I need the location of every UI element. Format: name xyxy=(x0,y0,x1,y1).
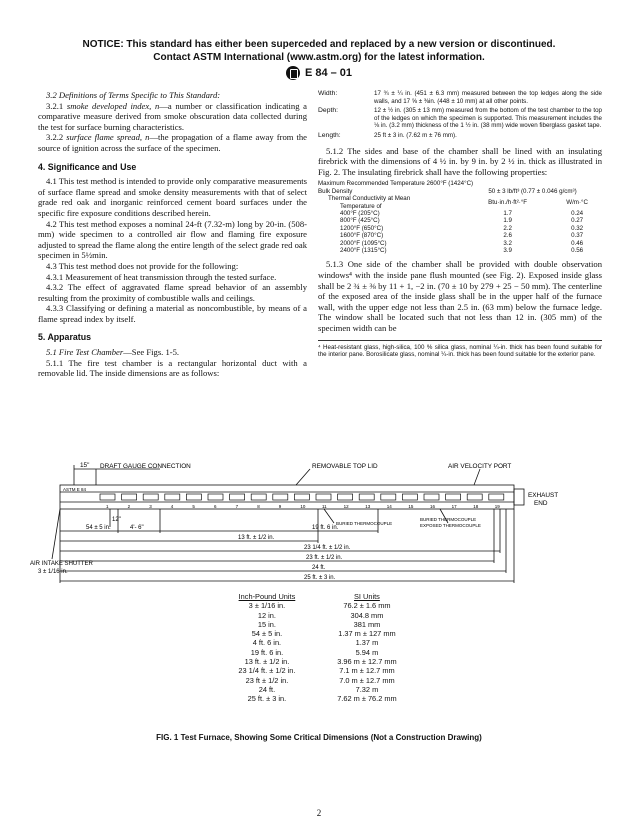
label-buried-tc-2: BURIED THERMOCOUPLE xyxy=(420,517,477,522)
window-number: 16 xyxy=(430,504,436,509)
units-row xyxy=(218,629,418,638)
label-dim-13ft: 13 ft. ± 1/2 in. xyxy=(238,535,275,541)
units-ip-value: 12 in. xyxy=(257,610,276,620)
notice-banner xyxy=(0,38,638,64)
props-temp: 400°F (205°C) xyxy=(340,209,380,217)
units-si-value: 7.1 m ± 12.7 mm xyxy=(339,666,395,676)
units-table xyxy=(218,592,418,704)
observation-window xyxy=(251,494,266,500)
units-ip-value: 24 ft. xyxy=(258,684,276,694)
max-temp: Maximum Recommended Temperature 2600°F (1424°C) xyxy=(318,180,474,188)
units-ip-value: 19 ft. 6 in. xyxy=(250,647,284,657)
dim-val: 25 ft ± 3 in. (7.62 m ± 76 mm). xyxy=(374,131,457,139)
label-exposed-tc: EXPOSED THERMOCOUPLE xyxy=(420,523,481,528)
observation-window xyxy=(122,494,137,500)
observation-window xyxy=(294,494,309,500)
label-dim-24: 24 ft. xyxy=(312,565,326,571)
dim-key: Depth: xyxy=(318,107,339,115)
observation-window xyxy=(230,494,245,500)
observation-window xyxy=(446,494,461,500)
window-number: 9 xyxy=(278,504,282,509)
dim-key: Width: xyxy=(318,90,338,97)
props-row xyxy=(318,247,602,254)
unit-imperial: Btu·in./h·ft²·°F xyxy=(488,198,528,206)
props-si: 0.27 xyxy=(571,217,584,225)
tc-header-row xyxy=(318,195,602,210)
props-rows xyxy=(318,210,602,254)
units-ip-value: 25 ft. ± 3 in. xyxy=(247,694,287,704)
window-number: 3 xyxy=(149,504,152,509)
para-5-1-2: 5.1.2 The sides and base of the chamber shall be lined with an insulating firebrick with the dimensions of 4 ½ in. by 9 in. by 2 ½ in. thick as illustrated in Fig. 2. The insulating firebrick shall have the following properties: xyxy=(318,145,602,177)
units-head-si: SI Units xyxy=(354,592,380,601)
para-5-1-3: 5.1.3 One side of the chamber shall be provided with double observation windows⁴ with the inside pane flush mounted (see Fig. 2). Exposed inside glass shall be 2 ¾ ± ⅜ by 11 + 1, −2 in. (70 ± 10 by 279 + 25 − 50 mm). The centerline of the exposed area of the inside glass shall be in the upper half of the furnace wall, with the upper edge not less than 2.5 in. (63 mm) below the furnace ledge. The window shall be located such that not less than 12 in. (305 mm) of the specimen width can be xyxy=(318,259,602,333)
props-temp: 1200°F (650°C) xyxy=(340,224,384,232)
window-number: 7 xyxy=(235,504,239,509)
label-dim-25: 25 ft. ± 3 in. xyxy=(304,575,336,581)
props-si: 0.24 xyxy=(571,209,584,217)
unit-si: W/m·°C xyxy=(566,198,588,206)
units-si-value: 3.96 m ± 12.7 mm xyxy=(337,657,397,667)
observation-window xyxy=(186,494,201,500)
units-si-value: 381 mm xyxy=(353,619,381,629)
firebrick-properties xyxy=(318,180,602,254)
window-number: 8 xyxy=(257,504,260,509)
units-si-value: 1.37 m ± 127 mm xyxy=(338,629,396,639)
def-surface-flame-spread: —the propagation of a flame away from the source of ignition across the surface of the specimen. xyxy=(38,132,307,153)
para-4-3-2: 4.3.2 The effect of aggravated flame spread behavior of an assembly resulting from the proximity of combustible walls and ceilings. xyxy=(38,282,307,303)
bulk-value: 50 ± 3 lb/ft³ (0.77 ± 0.046 g/cm³) xyxy=(488,187,577,195)
label-dim-54: 54 ± 5 in. xyxy=(86,525,111,531)
units-ip-value: 15 in. xyxy=(257,619,276,629)
observation-window xyxy=(359,494,374,500)
props-si: 0.37 xyxy=(571,232,584,240)
page-header xyxy=(0,66,638,80)
observation-window xyxy=(424,494,439,500)
window-number: 11 xyxy=(322,504,327,509)
props-row xyxy=(318,232,602,239)
heading-apparatus: 5. Apparatus xyxy=(38,332,91,343)
figure-caption: FIG. 1 Test Furnace, Showing Some Critical Dimensions (Not a Construction Drawing) xyxy=(156,733,482,742)
window-number: 17 xyxy=(451,504,457,509)
dim-val: 17 ¾ ± ¼ in. (451 ± 6.3 mm) measured between the top ledges along the side walls, and 17 ⅝ ± ⅜in. (448 ± 10 mm) at all other points. xyxy=(374,90,602,105)
props-imperial: 2.6 xyxy=(503,232,512,240)
label-dim-19ft: 19 ft. 6 in. xyxy=(312,525,339,531)
units-si-value: 304.8 mm xyxy=(350,610,384,620)
units-head-ip: Inch-Pound Units xyxy=(238,592,296,601)
units-si-value: 7.0 m ± 12.7 mm xyxy=(339,675,395,685)
dim-row xyxy=(318,90,602,107)
props-si: 0.46 xyxy=(571,239,584,247)
props-temp: 2400°F (1315°C) xyxy=(340,247,387,254)
dimension-table xyxy=(318,90,602,142)
label-end: END xyxy=(534,500,548,507)
units-header xyxy=(218,592,418,601)
label-buried-tc: BURIED THERMOCOUPLE xyxy=(336,521,393,526)
units-rows xyxy=(218,601,418,703)
props-row xyxy=(318,210,602,217)
units-ip-value: 23 1/4 ft. ± 1/2 in. xyxy=(238,666,296,676)
dim-row xyxy=(318,132,602,142)
label-removable-lid: REMOVABLE TOP LID xyxy=(312,463,378,470)
tc-label-2: Temperature of xyxy=(340,202,382,210)
footnote-4: ⁴ Heat-resistant glass, high-silica, 100 % silica glass, nominal ¼-in. thick has been found suitable for the interior pane. Borosilicate glass, nominal ¼-in. thick has been found suitable for the exterior pane. xyxy=(318,340,602,359)
props-imperial: 3.9 xyxy=(503,247,512,254)
leader-buried-tc xyxy=(324,509,334,523)
label-draft-gauge: DRAFT GAUGE CONNECTION xyxy=(100,463,191,470)
window-group xyxy=(100,494,504,509)
window-number: 12 xyxy=(343,504,349,509)
props-imperial: 1.7 xyxy=(503,209,512,217)
window-number: 10 xyxy=(300,504,306,509)
units-si-value: 7.62 m ± 76.2 mm xyxy=(337,694,397,704)
window-number: 6 xyxy=(214,504,217,509)
label-dim-12: 12" xyxy=(112,517,121,523)
observation-window xyxy=(402,494,417,500)
observation-window xyxy=(273,494,288,500)
observation-window xyxy=(208,494,223,500)
props-si: 0.56 xyxy=(571,247,584,254)
observation-window xyxy=(100,494,115,500)
leader-lid xyxy=(296,469,310,485)
notice-line-1: NOTICE: This standard has either been superceded and replaced by a new version or discontinued. xyxy=(82,39,556,50)
window-number: 18 xyxy=(473,504,479,509)
observation-window xyxy=(467,494,482,500)
window-number: 4 xyxy=(170,504,174,509)
props-row xyxy=(318,240,602,247)
label-dim-23-14: 23 1/4 ft. ± 1/2 in. xyxy=(304,545,351,551)
window-number: 1 xyxy=(106,504,109,509)
observation-window xyxy=(489,494,504,500)
para-4-2: 4.2 This test method exposes a nominal 24-ft (7.32-m) long by 20-in. (508-mm) wide specimen to a controlled air flow and flaming fire exposure adjusted to spread the flame along the entire length of the select grade red oak specimen in 5½min. xyxy=(38,218,307,261)
label-air-intake-dim: 3 ± 1/16 in. xyxy=(38,569,68,575)
units-grid xyxy=(218,592,418,704)
props-si: 0.32 xyxy=(571,224,584,232)
label-exhaust: EXHAUST xyxy=(528,492,559,499)
furnace-figure xyxy=(0,455,638,590)
tc-label-1: Thermal Conductivity at Mean xyxy=(328,195,411,203)
units-si-value: 76.2 ± 1.6 mm xyxy=(343,601,391,611)
window-number: 5 xyxy=(192,504,195,509)
label-dim-4ft6: 4'- 6" xyxy=(130,525,144,531)
def-smoke-developed-index: —a number or classification indicating a comparative measure derived from smoke obscuration data collected during the test for surface burning characteristics. xyxy=(38,100,308,132)
props-temp: 2000°F (1095°C) xyxy=(340,239,387,247)
units-row xyxy=(218,638,418,647)
para-4-3-3: 4.3.3 Classifying or defining a material as noncombustible, by means of a flame spread index by itself. xyxy=(38,303,307,324)
units-si-value: 7.32 m xyxy=(355,684,379,694)
window-number: 15 xyxy=(408,504,414,509)
units-row xyxy=(218,620,418,629)
window-number: 19 xyxy=(494,504,500,509)
label-dim-15: 15" xyxy=(80,462,90,469)
units-si-value: 1.37 m xyxy=(355,638,379,648)
units-row xyxy=(218,611,418,620)
props-imperial: 1.9 xyxy=(503,217,512,225)
label-air-intake: AIR INTAKE SHUTTER xyxy=(30,561,93,567)
props-imperial: 3.2 xyxy=(503,239,512,247)
units-ip-value: 13 ft. ± 1/2 in. xyxy=(244,657,290,667)
units-si-value: 5.94 m xyxy=(355,647,379,657)
units-row xyxy=(218,648,418,657)
window-number: 2 xyxy=(127,504,131,509)
props-table xyxy=(318,188,602,255)
units-row xyxy=(218,694,418,703)
fire-test-chamber-title: 5.1 Fire Test Chamber xyxy=(46,347,124,358)
observation-window xyxy=(338,494,353,500)
props-temp: 1600°F (870°C) xyxy=(340,232,384,240)
bulk-label: Bulk Density xyxy=(318,187,353,195)
tc-label xyxy=(318,195,463,210)
label-dim-23: 23 ft. ± 1/2 in. xyxy=(306,555,343,561)
units-row xyxy=(218,657,418,666)
dim-key: Length: xyxy=(318,131,341,139)
dim-val: 12 ± ½ in. (305 ± 13 mm) measured from the bottom of the test chamber to the top of the ledges on which the specimen is supported. This measurement includes the ⅛ in. (3.2 mm) thickness of the 1 ½ in. (38 mm) wide woven fiberglass gasket tape. xyxy=(374,107,602,130)
observation-window xyxy=(316,494,331,500)
units-ip-value: 23 ft ± 1/2 in. xyxy=(245,675,289,685)
units-row xyxy=(218,666,418,675)
fire-test-chamber-ref: —See Figs. 1-5. xyxy=(123,347,180,358)
para-5-1-1: 5.1.1 The fire test chamber is a rectangular horizontal duct with a removable lid. The inside dimensions are as follows: xyxy=(38,357,307,379)
units-ip-value: 54 ± 5 in. xyxy=(251,629,283,639)
leader-intake xyxy=(52,509,60,559)
window-number: 13 xyxy=(365,504,371,509)
dim-row xyxy=(318,107,602,132)
label-air-velocity-port: AIR VELOCITY PORT xyxy=(448,463,512,470)
page-number: 2 xyxy=(316,808,322,818)
notice-line-2: Contact ASTM International (www.astm.org) for the latest information. xyxy=(153,52,485,63)
units-ip-value: 4 ft. 6 in. xyxy=(252,638,282,648)
designation: E 84 – 01 xyxy=(304,66,353,79)
astm-logo-icon xyxy=(286,66,300,80)
bulk-row xyxy=(318,188,602,195)
observation-window xyxy=(165,494,180,500)
heading-significance: 4. Significance and Use xyxy=(38,161,137,172)
term-smoke-developed-index: smoke developed index, n xyxy=(66,100,160,111)
leader-airport xyxy=(474,469,480,485)
section-3-2-1: 3.2.1 smoke developed index, n—a number or classification indicating a comparative measure derived from smoke obscuration data collected during the test for surface burning characteristics. xyxy=(38,100,308,132)
para-5-1 xyxy=(38,347,307,358)
units-row xyxy=(218,601,418,610)
label-astm: ASTM E 84 xyxy=(63,487,87,492)
units-ip-value: 3 ± 1/16 in. xyxy=(248,601,286,611)
props-row xyxy=(318,225,602,232)
section-3-2-2: 3.2.2 surface flame spread, n—the propagation of a flame away from the source of ignition across the surface of the specimen. xyxy=(38,132,307,153)
right-column xyxy=(318,90,602,359)
term-surface-flame-spread: surface flame spread, n xyxy=(66,132,150,143)
units-row xyxy=(218,685,418,694)
props-temp: 800°F (425°C) xyxy=(340,217,380,225)
para-4-1: 4.1 This test method is intended to provide only comparative measurements of surface flame spread and smoke density measurements with that of select grade red oak and inorganic reinforced cement board surfaces under the specific fire exposure conditions described herein. xyxy=(38,176,307,218)
exhaust-stub xyxy=(514,489,524,505)
observation-window xyxy=(381,494,396,500)
observation-window xyxy=(143,494,158,500)
units-row xyxy=(218,676,418,685)
left-column xyxy=(38,90,307,379)
para-4-3: 4.3 This test method does not provide for the following: xyxy=(46,260,239,271)
props-row xyxy=(318,217,602,224)
props-imperial: 2.2 xyxy=(503,224,512,232)
para-4-3-1: 4.3.1 Measurement of heat transmission through the tested surface. xyxy=(46,271,277,282)
window-number: 14 xyxy=(386,504,392,509)
section-3-2: 3.2 Definitions of Terms Specific to This Standard: xyxy=(46,90,221,100)
